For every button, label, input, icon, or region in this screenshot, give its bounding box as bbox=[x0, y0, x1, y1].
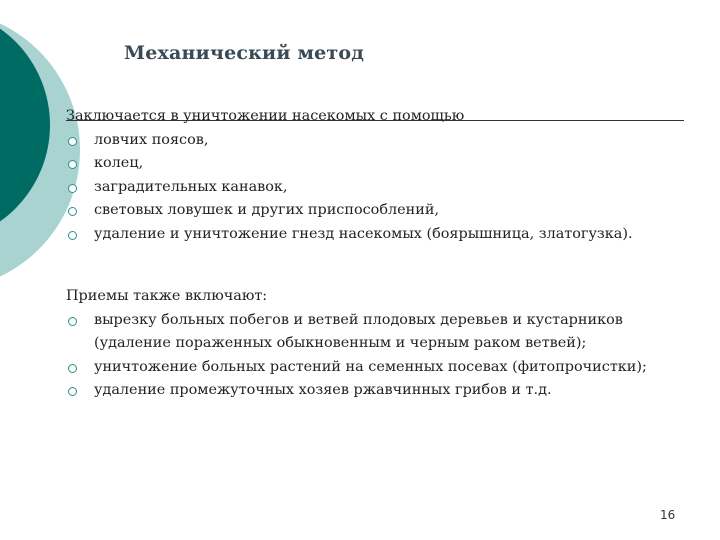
section-methods-lead: Заключается в уничтожении насекомых с помощью bbox=[66, 108, 465, 124]
list-item-text: уничтожение больных растений на семенных посевах (фитопрочистки); bbox=[94, 358, 647, 375]
slide-title: Механический метод bbox=[124, 42, 365, 64]
techniques-list bbox=[66, 309, 686, 403]
list-item-text: заградительных канавок, bbox=[94, 178, 288, 195]
list-item bbox=[66, 223, 686, 247]
list-item-text: колец, bbox=[94, 155, 144, 171]
page-number: 16 bbox=[660, 508, 676, 522]
list-item-text: ловчих поясов, bbox=[94, 131, 209, 148]
circle-bullet-icon bbox=[68, 364, 77, 373]
list-item bbox=[66, 309, 686, 356]
list-item bbox=[66, 379, 686, 403]
list-item bbox=[66, 129, 686, 153]
circle-bullet-icon bbox=[68, 231, 77, 240]
list-item-text: световых ловушек и других приспособлений, bbox=[94, 202, 440, 218]
section-methods bbox=[66, 105, 686, 246]
circle-bullet-icon bbox=[68, 137, 77, 146]
list-item-text: удаление и уничтожение гнезд насекомых (боярышница, златогузка). bbox=[94, 225, 633, 242]
circle-bullet-icon bbox=[68, 184, 77, 193]
circle-bullet-icon bbox=[68, 387, 77, 396]
section-techniques-lead: Приемы также включают: bbox=[66, 288, 268, 304]
list-item bbox=[66, 176, 686, 200]
list-item bbox=[66, 199, 686, 223]
circle-bullet-icon bbox=[68, 160, 77, 169]
methods-list bbox=[66, 129, 686, 247]
circle-bullet-icon bbox=[68, 317, 77, 326]
circle-bullet-icon bbox=[68, 207, 77, 216]
list-item bbox=[66, 356, 686, 380]
section-techniques bbox=[66, 285, 686, 403]
list-item bbox=[66, 152, 686, 176]
list-item-text: вырезку больных побегов и ветвей плодовых деревьев и кустарников (удаление пораженных обыкновенным и черным раком ветвей); bbox=[94, 311, 623, 351]
list-item-text: удаление промежуточных хозяев ржавчинных грибов и т.д. bbox=[94, 382, 552, 398]
